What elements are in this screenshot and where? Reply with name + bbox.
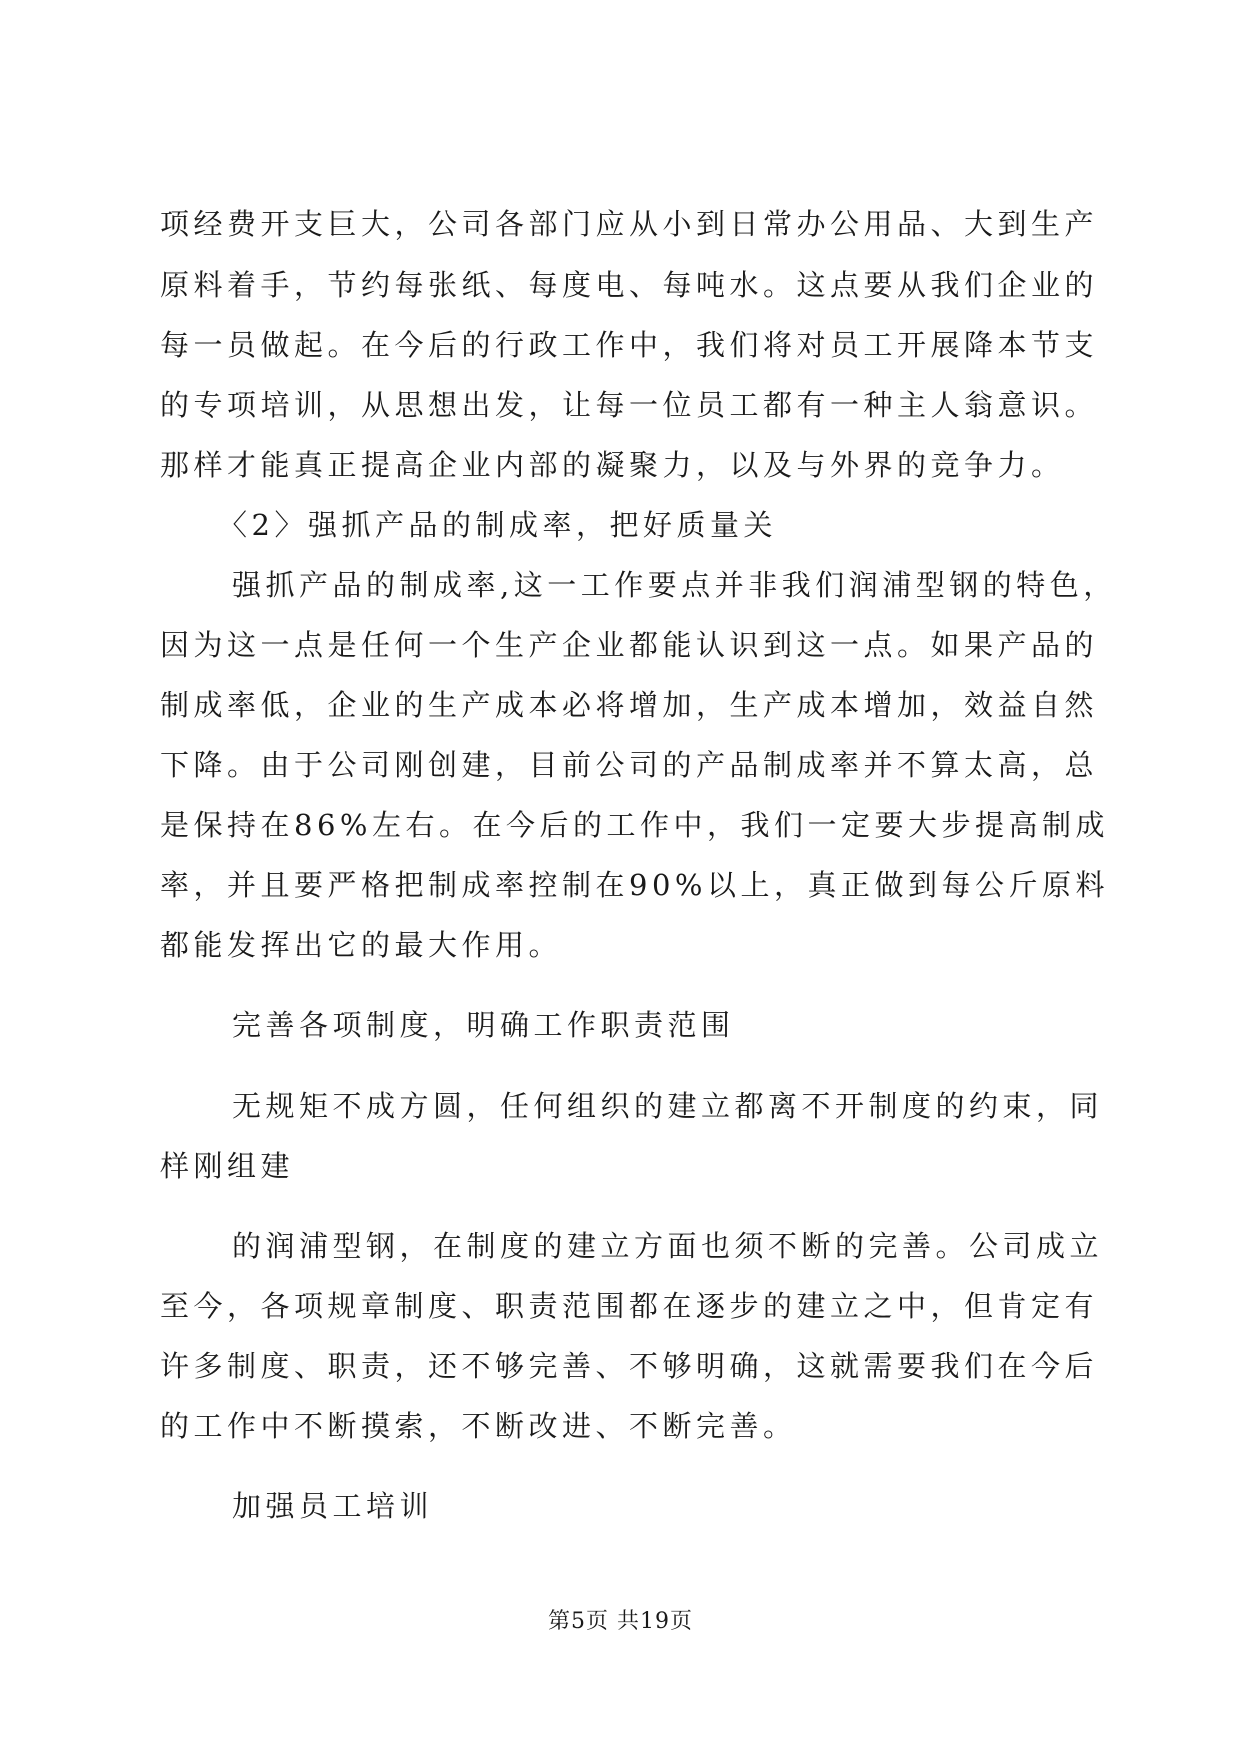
page-number-footer: 第5页 共19页 [548, 1609, 693, 1634]
body-line: 的工作中不断摸索，不断改进、不断完善。 [160, 1409, 797, 1443]
body-line: 无规矩不成方圆，任何组织的建立都离不开制度的约束，同 [232, 1089, 1104, 1123]
body-line: 原料着手，节约每张纸、每度电、每吨水。这点要从我们企业的 [160, 268, 1099, 302]
body-line: 那样才能真正提高企业内部的凝聚力，以及与外界的竞争力。 [160, 448, 1065, 482]
body-line: 每一员做起。在今后的行政工作中，我们将对员工开展降本节支 [160, 328, 1099, 362]
body-line: 的润浦型钢，在制度的建立方面也须不断的完善。公司成立 [232, 1229, 1104, 1263]
section-heading: 〈2〉强抓产品的制成率，把好质量关 [218, 508, 777, 542]
body-line: 制成率低，企业的生产成本必将增加，生产成本增加，效益自然 [160, 688, 1099, 722]
section-heading: 完善各项制度，明确工作职责范围 [232, 1008, 735, 1042]
body-line: 强抓产品的制成率,这一工作要点并非我们润浦型钢的特色， [232, 568, 1117, 602]
body-line: 项经费开支巨大，公司各部门应从小到日常办公用品、大到生产 [160, 207, 1099, 241]
body-line: 率，并且要严格把制成率控制在90%以上，真正做到每公斤原料 [160, 868, 1109, 902]
body-line: 许多制度、职责，还不够完善、不够明确，这就需要我们在今后 [160, 1349, 1099, 1383]
body-line: 都能发挥出它的最大作用。 [160, 928, 563, 962]
body-line: 的专项培训，从思想出发，让每一位员工都有一种主人翁意识。 [160, 388, 1099, 422]
body-line: 是保持在86%左右。在今后的工作中，我们一定要大步提高制成 [160, 808, 1109, 842]
section-heading: 加强员工培训 [232, 1489, 434, 1523]
body-line: 至今，各项规章制度、职责范围都在逐步的建立之中，但肯定有 [160, 1289, 1099, 1323]
body-line: 因为这一点是任何一个生产企业都能认识到这一点。如果产品的 [160, 628, 1099, 662]
body-line: 样刚组建 [160, 1149, 295, 1183]
body-line: 下降。由于公司刚创建，目前公司的产品制成率并不算太高，总 [160, 748, 1099, 782]
